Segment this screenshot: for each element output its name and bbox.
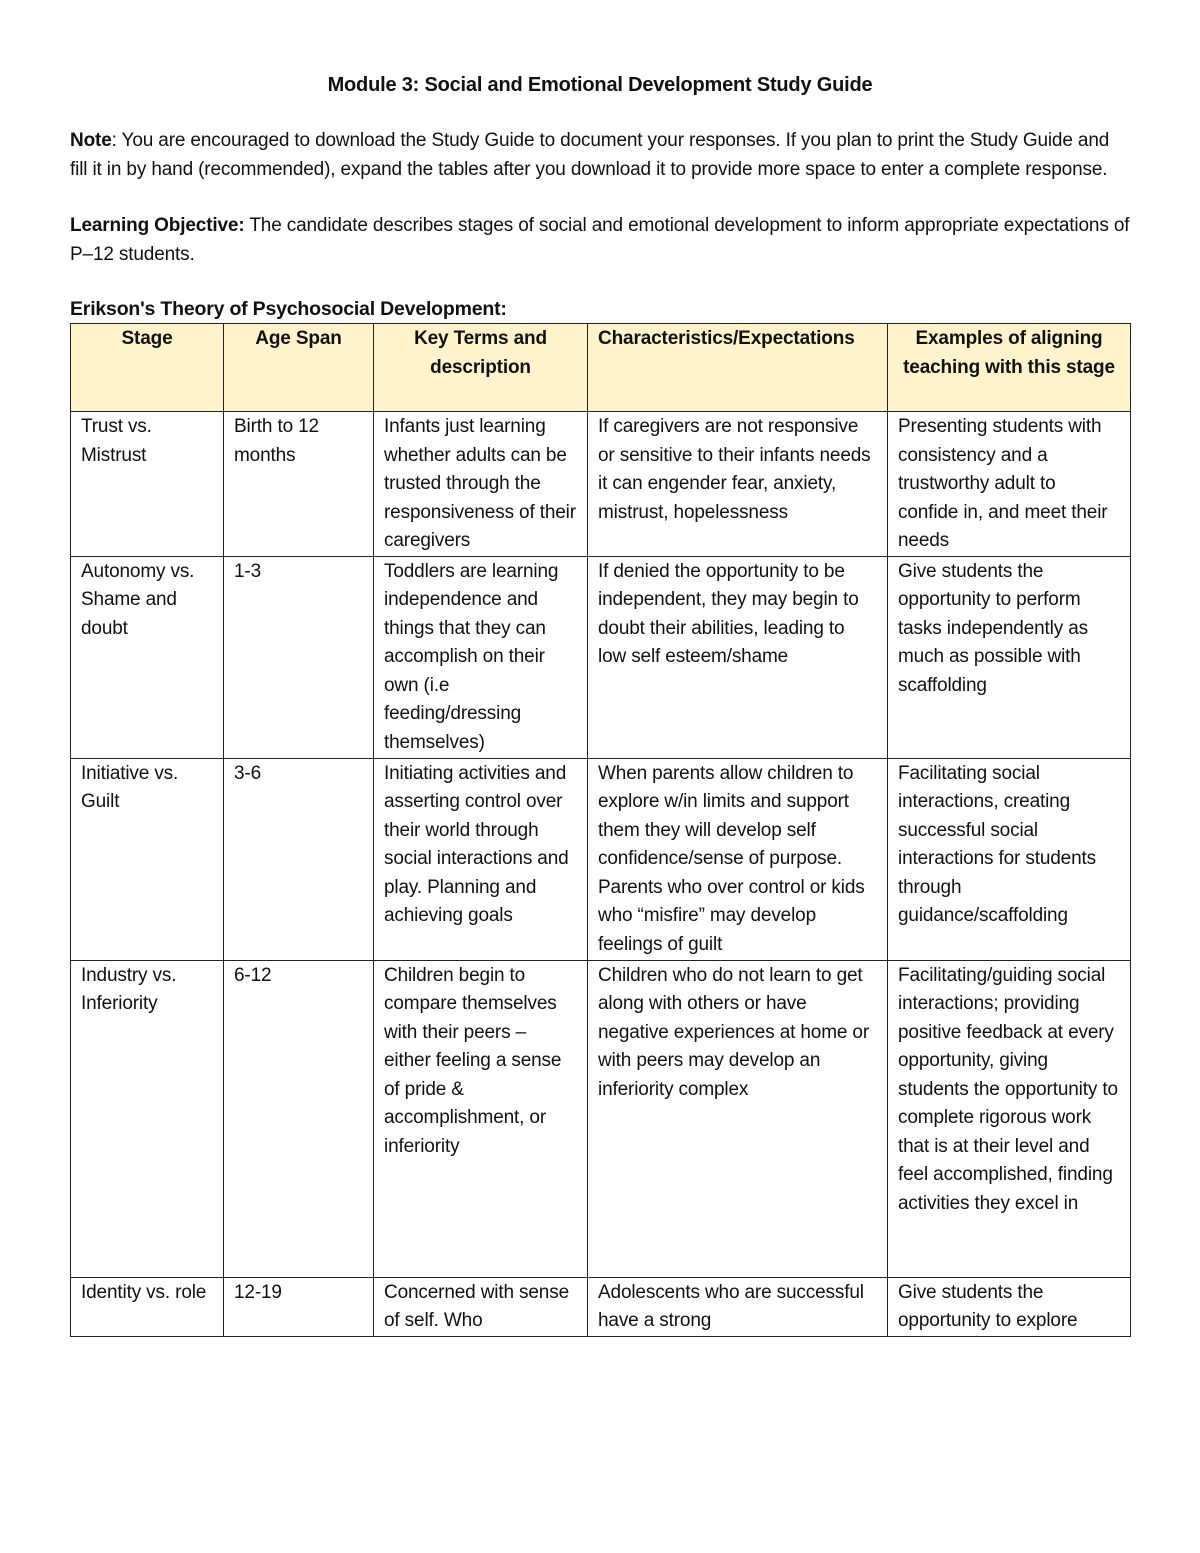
note-text: : You are encouraged to download the Study Guide to document your responses. If you plan to print the Study Guide and fill it in by hand (recommended), expand the tables after you download it to provide more space to enter a complete response. [70, 130, 1110, 180]
column-header-key-terms: Key Terms and description [374, 324, 588, 412]
cell-characteristics: If denied the opportunity to be independent, they may begin to doubt their abilities, leading to low self esteem/shame [588, 556, 888, 758]
column-header-characteristics: Characteristics/Expectations [588, 324, 888, 412]
cell-stage: Identity vs. role [71, 1277, 224, 1336]
cell-key-terms: Toddlers are learning independence and things that they can accomplish on their own (i.e feeding/dressing themselves) [374, 556, 588, 758]
cell-age-span: 3-6 [224, 758, 374, 960]
column-header-stage: Stage [71, 324, 224, 412]
page-title: Module 3: Social and Emotional Development Study Guide [327, 74, 873, 96]
cell-key-terms: Initiating activities and asserting control over their world through social interactions and play. Planning and achieving goals [374, 758, 588, 960]
column-header-examples: Examples of aligning teaching with this stage [888, 324, 1131, 412]
table-row [71, 412, 1131, 557]
cell-stage: Initiative vs. Guilt [71, 758, 224, 960]
cell-examples: Facilitating/guiding social interactions; providing positive feedback at every opportunity, giving students the opportunity to complete rigorous work that is at their level and feel accomplished, finding activities they excel in [888, 960, 1131, 1277]
cell-examples: Facilitating social interactions, creating successful social interactions for students through guidance/scaffolding [888, 758, 1131, 960]
cell-age-span: Birth to 12 months [224, 412, 374, 557]
cell-characteristics: Children who do not learn to get along with others or have negative experiences at home or with peers may develop an inferiority complex [588, 960, 888, 1277]
cell-examples: Presenting students with consistency and a trustworthy adult to confide in, and meet their needs [888, 412, 1131, 557]
learning-objective-label: Learning Objective: [70, 215, 245, 236]
table-row [71, 758, 1131, 960]
cell-examples: Give students the opportunity to perform tasks independently as much as possible with scaffolding [888, 556, 1131, 758]
cell-key-terms: Children begin to compare themselves with their peers – either feeling a sense of pride & accomplishment, or inferiority [374, 960, 588, 1277]
column-header-age-span: Age Span [224, 324, 374, 412]
cell-age-span: 6-12 [224, 960, 374, 1277]
cell-stage: Trust vs. Mistrust [71, 412, 224, 557]
learning-objective-paragraph [70, 211, 1130, 269]
table-row [71, 1277, 1131, 1336]
cell-key-terms: Infants just learning whether adults can be trusted through the responsiveness of their caregivers [374, 412, 588, 557]
cell-key-terms: Concerned with sense of self. Who [374, 1277, 588, 1336]
table-heading: Erikson's Theory of Psychosocial Development: [70, 298, 507, 320]
cell-characteristics: Adolescents who are successful have a strong [588, 1277, 888, 1336]
learning-objective-text: The candidate describes stages of social and emotional development to inform appropriate expectations of P–12 students. [70, 215, 1130, 265]
erikson-stages-table [70, 323, 1131, 1337]
table-header-row [71, 324, 1131, 412]
document-page [70, 68, 1130, 1337]
note-paragraph [70, 126, 1130, 184]
cell-age-span: 1-3 [224, 556, 374, 758]
table-row [71, 960, 1131, 1277]
cell-characteristics: When parents allow children to explore w/in limits and support them they will develop self confidence/sense of purpose. Parents who over control or kids who “misfire” may develop feelings of guilt [588, 758, 888, 960]
table-row [71, 556, 1131, 758]
cell-examples: Give students the opportunity to explore [888, 1277, 1131, 1336]
cell-age-span: 12-19 [224, 1277, 374, 1336]
cell-characteristics: If caregivers are not responsive or sensitive to their infants needs it can engender fear, anxiety, mistrust, hopelessness [588, 412, 888, 557]
note-label: Note [70, 130, 112, 151]
cell-stage: Industry vs. Inferiority [71, 960, 224, 1277]
cell-stage: Autonomy vs. Shame and doubt [71, 556, 224, 758]
